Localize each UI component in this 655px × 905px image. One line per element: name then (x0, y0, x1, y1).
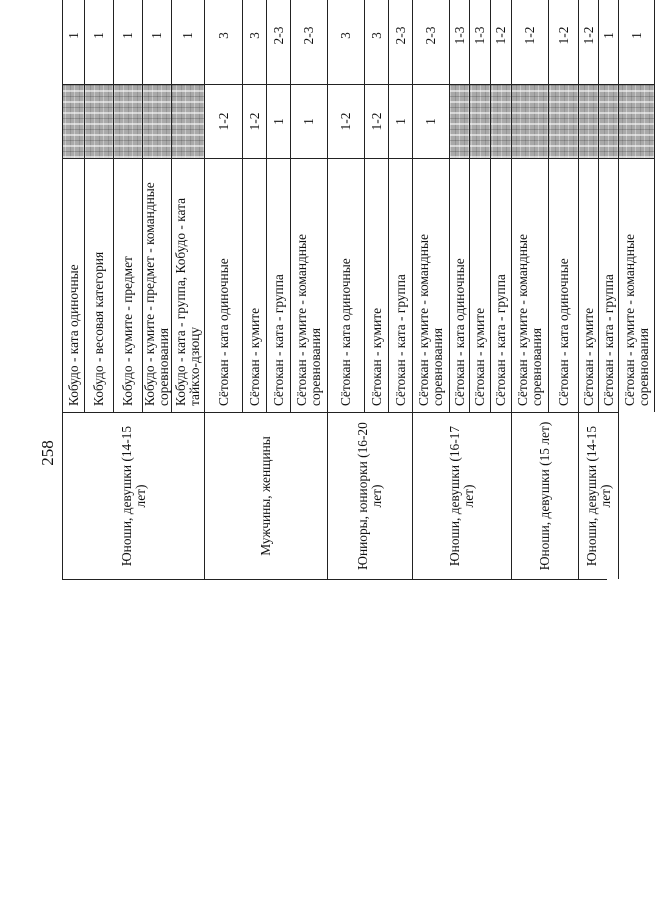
col3-cell: 1 (413, 84, 450, 158)
col4-cell: 1-2 (549, 0, 579, 84)
discipline-cell: Сётокан - кумите - командные соревнования (512, 158, 549, 412)
col3-cell: 1 (267, 84, 291, 158)
discipline-cell: Сётокан - кумите - командные соревнования (291, 158, 328, 412)
col4-cell: 1-2 (491, 0, 512, 84)
discipline-cell: Сётокан - кумите (470, 158, 491, 412)
discipline-cell: Сётокан - кумите (579, 158, 599, 412)
discipline-cell: Сётокан - кумите - командные соревнования (619, 158, 655, 412)
discipline-cell: Кобудо - весовая категория (85, 158, 114, 412)
age-group-cell: Юниоры, юниорки (16-20 лет) (328, 412, 413, 579)
col3-cell (85, 84, 114, 158)
discipline-cell: Сётокан - ката одиночные (205, 158, 243, 412)
col4-cell: 1 (143, 0, 172, 84)
age-group-cell: Юноши, девушки (15 лет) (512, 412, 579, 579)
col4-cell: 3 (365, 0, 389, 84)
discipline-cell: Сётокан - кумите - командные соревнования (413, 158, 450, 412)
col4-cell: 2-3 (267, 0, 291, 84)
col3-cell (512, 84, 549, 158)
col4-cell: 1 (114, 0, 143, 84)
col4-cell: 3 (243, 0, 267, 84)
age-group-cell: Юноши, девушки (14-15 лет) (63, 412, 205, 579)
col4-cell: 1 (172, 0, 205, 84)
col4-cell: 3 (205, 0, 243, 84)
col3-cell (599, 84, 619, 158)
discipline-cell: Кобудо - кумите - предмет - командные соревнования (143, 158, 172, 412)
col3-cell (143, 84, 172, 158)
col3-cell (549, 84, 579, 158)
col4-cell: 1 (85, 0, 114, 84)
discipline-cell: Сётокан - ката одиночные (549, 158, 579, 412)
discipline-cell: Сётокан - ката одиночные (450, 158, 470, 412)
col3-cell: 1 (389, 84, 413, 158)
col4-cell: 2-3 (389, 0, 413, 84)
table-viewport (62, 26, 651, 875)
col3-cell: 1-2 (243, 84, 267, 158)
discipline-cell: Кобудо - кумите - предмет (114, 158, 143, 412)
col4-cell: 1 (619, 0, 655, 84)
col3-cell (172, 84, 205, 158)
col4-cell: 2-3 (291, 0, 328, 84)
discipline-cell: Сётокан - ката - группа (599, 158, 619, 412)
col3-cell (63, 84, 85, 158)
col3-cell (114, 84, 143, 158)
col4-cell: 1-3 (450, 0, 470, 84)
discipline-cell: Кобудо - ката одиночные (63, 158, 85, 412)
col4-cell: 3 (328, 0, 365, 84)
col3-cell (579, 84, 599, 158)
discipline-cell: Кобудо - ката - группа, Кобудо - ката тайкхо-дзюцу (172, 158, 205, 412)
discipline-cell: Сётокан - ката одиночные (328, 158, 365, 412)
col4-cell: 1 (599, 0, 619, 84)
age-group-cell: Юноши, девушки (14-15 лет) (579, 412, 619, 579)
col3-cell (619, 84, 655, 158)
age-group-cell: Мужчины, женщины (205, 412, 328, 579)
col3-cell (450, 84, 470, 158)
col3-cell: 1-2 (328, 84, 365, 158)
discipline-cell: Сётокан - кумите (243, 158, 267, 412)
discipline-cell: Сётокан - кумите (365, 158, 389, 412)
discipline-cell: Сётокан - ката - группа (389, 158, 413, 412)
col3-cell: 1-2 (365, 84, 389, 158)
col3-cell (470, 84, 491, 158)
age-group-cell: Юноши, девушки (16-17 лет) (413, 412, 512, 579)
col4-cell: 1-2 (512, 0, 549, 84)
page-number: 258 (38, 440, 57, 466)
discipline-cell: Сётокан - ката - группа (267, 158, 291, 412)
col3-cell: 1-2 (205, 84, 243, 158)
col4-cell: 1-3 (470, 0, 491, 84)
col4-cell: 1-2 (579, 0, 599, 84)
col4-cell: 1 (63, 0, 85, 84)
discipline-cell: Сётокан - ката - группа (491, 158, 512, 412)
rank-requirements-table (62, 0, 651, 580)
col3-cell (491, 84, 512, 158)
col4-cell: 2-3 (413, 0, 450, 84)
col3-cell: 1 (291, 84, 328, 158)
